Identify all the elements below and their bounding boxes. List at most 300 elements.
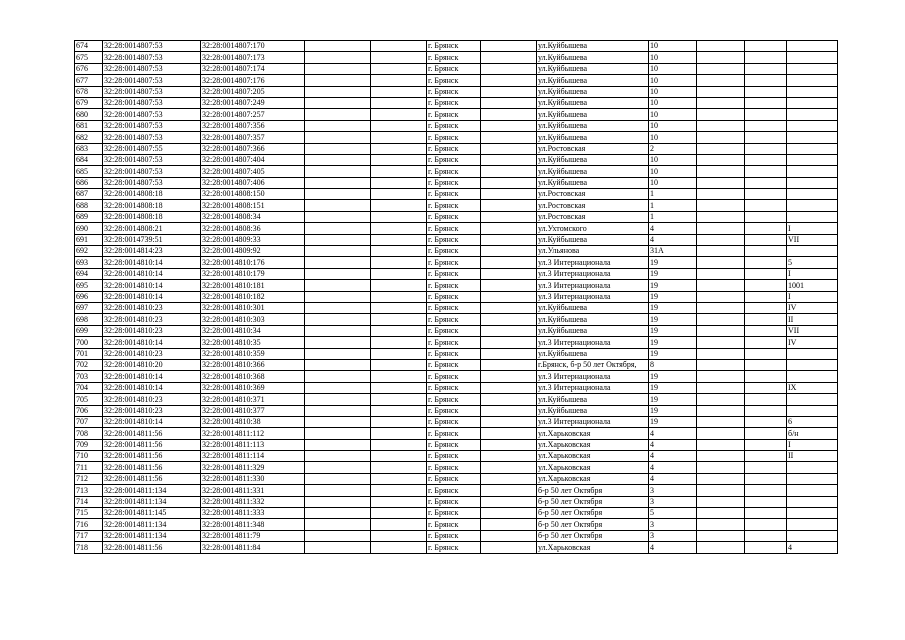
cell-empty-col-d xyxy=(697,86,745,97)
cell-empty-col-e xyxy=(745,394,787,405)
cell-empty-col-e xyxy=(745,200,787,211)
cell-empty-col-d xyxy=(697,280,745,291)
cell-row-number: 676 xyxy=(75,63,103,74)
cell-empty-col-d xyxy=(697,302,745,313)
cell-empty-col-c xyxy=(481,189,537,200)
cell-cadastral-number: 32:28:0014811:331 xyxy=(201,485,305,496)
cell-parent-cadastral-number: 32:28:0014810:23 xyxy=(103,325,201,336)
cell-cadastral-number: 32:28:0014807:366 xyxy=(201,143,305,154)
cell-empty-col-a xyxy=(305,246,371,257)
cell-cadastral-number: 32:28:0014808:34 xyxy=(201,211,305,222)
cell-city: г. Брянск xyxy=(427,120,481,131)
cell-empty-col-d xyxy=(697,75,745,86)
cell-premises-number xyxy=(787,496,838,507)
table-row xyxy=(75,348,838,359)
cell-parent-cadastral-number: 32:28:0014807:53 xyxy=(103,97,201,108)
cell-empty-col-b xyxy=(371,97,427,108)
cell-empty-col-e xyxy=(745,246,787,257)
table-row xyxy=(75,268,838,279)
cell-premises-number xyxy=(787,473,838,484)
cell-cadastral-number: 32:28:0014810:35 xyxy=(201,337,305,348)
cell-street: ул.3 Интернационала xyxy=(537,416,649,427)
cell-empty-col-d xyxy=(697,291,745,302)
cell-premises-number xyxy=(787,485,838,496)
cell-parent-cadastral-number: 32:28:0014810:14 xyxy=(103,291,201,302)
table-row xyxy=(75,52,838,63)
cell-empty-col-a xyxy=(305,223,371,234)
cell-city: г. Брянск xyxy=(427,428,481,439)
table-row xyxy=(75,211,838,222)
cell-empty-col-c xyxy=(481,348,537,359)
cell-empty-col-b xyxy=(371,394,427,405)
cell-cadastral-number: 32:28:0014811:332 xyxy=(201,496,305,507)
table-row xyxy=(75,508,838,519)
cell-street: ул.Куйбышева xyxy=(537,120,649,131)
cell-empty-col-e xyxy=(745,223,787,234)
cell-empty-col-d xyxy=(697,268,745,279)
cell-row-number: 716 xyxy=(75,519,103,530)
cadastral-table xyxy=(74,40,838,554)
table-row xyxy=(75,382,838,393)
cell-row-number: 686 xyxy=(75,177,103,188)
cell-parent-cadastral-number: 32:28:0014807:53 xyxy=(103,41,201,52)
cell-empty-col-c xyxy=(481,75,537,86)
cell-empty-col-b xyxy=(371,120,427,131)
cell-street: ул.Ульянова xyxy=(537,246,649,257)
cell-empty-col-b xyxy=(371,405,427,416)
cell-street: ул.Харьковская xyxy=(537,439,649,450)
cell-parent-cadastral-number: 32:28:0014808:18 xyxy=(103,211,201,222)
cell-empty-col-d xyxy=(697,143,745,154)
cell-row-number: 710 xyxy=(75,451,103,462)
cell-house-number: 10 xyxy=(649,109,697,120)
cell-empty-col-b xyxy=(371,154,427,165)
cell-parent-cadastral-number: 32:28:0014810:23 xyxy=(103,302,201,313)
table-row xyxy=(75,405,838,416)
table-row xyxy=(75,371,838,382)
cell-cadastral-number: 32:28:0014811:333 xyxy=(201,508,305,519)
cell-empty-col-a xyxy=(305,200,371,211)
cell-cadastral-number: 32:28:0014810:371 xyxy=(201,394,305,405)
cell-empty-col-c xyxy=(481,52,537,63)
cell-parent-cadastral-number: 32:28:0014811:56 xyxy=(103,451,201,462)
cell-empty-col-a xyxy=(305,337,371,348)
cell-empty-col-d xyxy=(697,485,745,496)
cell-house-number: 10 xyxy=(649,86,697,97)
cell-empty-col-c xyxy=(481,154,537,165)
cell-empty-col-a xyxy=(305,439,371,450)
cell-empty-col-a xyxy=(305,359,371,370)
table-row xyxy=(75,234,838,245)
cell-empty-col-c xyxy=(481,405,537,416)
cell-premises-number xyxy=(787,41,838,52)
cell-empty-col-d xyxy=(697,542,745,553)
cell-empty-col-e xyxy=(745,75,787,86)
cell-empty-col-a xyxy=(305,314,371,325)
cell-cadastral-number: 32:28:0014808:36 xyxy=(201,223,305,234)
cell-premises-number xyxy=(787,462,838,473)
cell-street: ул.Куйбышева xyxy=(537,41,649,52)
cell-empty-col-d xyxy=(697,97,745,108)
cell-empty-col-e xyxy=(745,97,787,108)
table-row xyxy=(75,325,838,336)
cell-empty-col-c xyxy=(481,132,537,143)
cell-parent-cadastral-number: 32:28:0014807:53 xyxy=(103,166,201,177)
cell-row-number: 708 xyxy=(75,428,103,439)
cell-parent-cadastral-number: 32:28:0014807:53 xyxy=(103,86,201,97)
cell-row-number: 715 xyxy=(75,508,103,519)
cell-empty-col-a xyxy=(305,462,371,473)
cell-street: ул.Куйбышева xyxy=(537,302,649,313)
cell-empty-col-c xyxy=(481,302,537,313)
cell-empty-col-c xyxy=(481,223,537,234)
cell-parent-cadastral-number: 32:28:0014810:23 xyxy=(103,405,201,416)
cell-cadastral-number: 32:28:0014810:301 xyxy=(201,302,305,313)
cell-premises-number: VII xyxy=(787,234,838,245)
cell-city: г. Брянск xyxy=(427,530,481,541)
cell-premises-number xyxy=(787,166,838,177)
cell-parent-cadastral-number: 32:28:0014814:23 xyxy=(103,246,201,257)
cell-empty-col-c xyxy=(481,371,537,382)
cell-empty-col-c xyxy=(481,473,537,484)
cell-empty-col-b xyxy=(371,325,427,336)
cell-premises-number xyxy=(787,52,838,63)
cell-empty-col-a xyxy=(305,177,371,188)
cell-empty-col-d xyxy=(697,325,745,336)
cell-empty-col-d xyxy=(697,166,745,177)
table-row xyxy=(75,143,838,154)
cell-cadastral-number: 32:28:0014811:84 xyxy=(201,542,305,553)
cell-empty-col-b xyxy=(371,382,427,393)
cell-parent-cadastral-number: 32:28:0014807:53 xyxy=(103,120,201,131)
cell-row-number: 688 xyxy=(75,200,103,211)
cell-street: ул.Куйбышева xyxy=(537,348,649,359)
cell-row-number: 683 xyxy=(75,143,103,154)
cell-house-number: 10 xyxy=(649,154,697,165)
cell-premises-number: IV xyxy=(787,337,838,348)
cell-empty-col-e xyxy=(745,485,787,496)
cell-city: г. Брянск xyxy=(427,371,481,382)
cell-city: г. Брянск xyxy=(427,325,481,336)
cell-house-number: 19 xyxy=(649,314,697,325)
cell-premises-number xyxy=(787,359,838,370)
cell-street: ул.Куйбышева xyxy=(537,394,649,405)
cell-street: б-р 50 лет Октября xyxy=(537,496,649,507)
cell-empty-col-b xyxy=(371,200,427,211)
cell-premises-number xyxy=(787,177,838,188)
cell-empty-col-c xyxy=(481,508,537,519)
cell-city: г. Брянск xyxy=(427,52,481,63)
cell-city: г. Брянск xyxy=(427,97,481,108)
cell-parent-cadastral-number: 32:28:0014810:23 xyxy=(103,394,201,405)
cell-empty-col-e xyxy=(745,519,787,530)
cell-row-number: 702 xyxy=(75,359,103,370)
cell-empty-col-c xyxy=(481,280,537,291)
cell-empty-col-a xyxy=(305,485,371,496)
cell-city: г. Брянск xyxy=(427,246,481,257)
cell-empty-col-d xyxy=(697,200,745,211)
cell-empty-col-e xyxy=(745,325,787,336)
cell-parent-cadastral-number: 32:28:0014808:18 xyxy=(103,189,201,200)
cell-empty-col-b xyxy=(371,542,427,553)
cell-empty-col-e xyxy=(745,211,787,222)
cell-premises-number xyxy=(787,211,838,222)
cell-cadastral-number: 32:28:0014810:368 xyxy=(201,371,305,382)
cell-empty-col-a xyxy=(305,120,371,131)
cell-street: ул.Ростовская xyxy=(537,200,649,211)
cell-parent-cadastral-number: 32:28:0014810:23 xyxy=(103,348,201,359)
cell-empty-col-d xyxy=(697,428,745,439)
cell-parent-cadastral-number: 32:28:0014810:14 xyxy=(103,371,201,382)
cell-street: ул.Куйбышева xyxy=(537,177,649,188)
cell-cadastral-number: 32:28:0014810:38 xyxy=(201,416,305,427)
cell-empty-col-d xyxy=(697,337,745,348)
cell-empty-col-a xyxy=(305,268,371,279)
cell-premises-number: VII xyxy=(787,325,838,336)
cell-parent-cadastral-number: 32:28:0014811:134 xyxy=(103,496,201,507)
cell-premises-number: I xyxy=(787,291,838,302)
cell-empty-col-e xyxy=(745,120,787,131)
table-row xyxy=(75,359,838,370)
cell-empty-col-e xyxy=(745,52,787,63)
cell-empty-col-d xyxy=(697,473,745,484)
table-row xyxy=(75,302,838,313)
cell-street: ул.Куйбышева xyxy=(537,154,649,165)
cell-cadastral-number: 32:28:0014807:357 xyxy=(201,132,305,143)
cell-cadastral-number: 32:28:0014807:356 xyxy=(201,120,305,131)
cell-empty-col-a xyxy=(305,86,371,97)
cell-house-number: 10 xyxy=(649,132,697,143)
cell-house-number: 4 xyxy=(649,439,697,450)
cell-house-number: 1 xyxy=(649,189,697,200)
table-row xyxy=(75,314,838,325)
cell-street: ул.Харьковская xyxy=(537,428,649,439)
cell-empty-col-e xyxy=(745,143,787,154)
cell-empty-col-d xyxy=(697,382,745,393)
cell-city: г. Брянск xyxy=(427,519,481,530)
cell-empty-col-a xyxy=(305,325,371,336)
cell-parent-cadastral-number: 32:28:0014807:53 xyxy=(103,132,201,143)
cell-row-number: 687 xyxy=(75,189,103,200)
cell-city: г. Брянск xyxy=(427,75,481,86)
cell-empty-col-c xyxy=(481,291,537,302)
cell-empty-col-c xyxy=(481,41,537,52)
cell-row-number: 713 xyxy=(75,485,103,496)
cell-empty-col-e xyxy=(745,280,787,291)
cell-house-number: 2 xyxy=(649,143,697,154)
cell-premises-number: I xyxy=(787,223,838,234)
cell-city: г. Брянск xyxy=(427,223,481,234)
cell-street: ул.Ростовская xyxy=(537,211,649,222)
cell-empty-col-b xyxy=(371,211,427,222)
cell-parent-cadastral-number: 32:28:0014807:53 xyxy=(103,109,201,120)
cell-row-number: 700 xyxy=(75,337,103,348)
cell-city: г. Брянск xyxy=(427,485,481,496)
cell-row-number: 682 xyxy=(75,132,103,143)
cell-empty-col-c xyxy=(481,177,537,188)
cell-empty-col-e xyxy=(745,405,787,416)
cell-house-number: 8 xyxy=(649,359,697,370)
cell-parent-cadastral-number: 32:28:0014810:20 xyxy=(103,359,201,370)
cell-street: ул.Куйбышева xyxy=(537,405,649,416)
cell-empty-col-e xyxy=(745,508,787,519)
cell-empty-col-b xyxy=(371,473,427,484)
cell-parent-cadastral-number: 32:28:0014739:51 xyxy=(103,234,201,245)
cell-empty-col-a xyxy=(305,530,371,541)
cell-empty-col-e xyxy=(745,473,787,484)
cell-empty-col-d xyxy=(697,371,745,382)
cell-empty-col-c xyxy=(481,257,537,268)
cell-empty-col-d xyxy=(697,246,745,257)
cell-cadastral-number: 32:28:0014810:176 xyxy=(201,257,305,268)
cell-empty-col-b xyxy=(371,63,427,74)
cell-house-number: 4 xyxy=(649,473,697,484)
cell-empty-col-a xyxy=(305,508,371,519)
cell-empty-col-d xyxy=(697,132,745,143)
cell-city: г. Брянск xyxy=(427,63,481,74)
table-row xyxy=(75,473,838,484)
cell-premises-number xyxy=(787,109,838,120)
cell-empty-col-e xyxy=(745,496,787,507)
cell-premises-number xyxy=(787,154,838,165)
cell-street: ул.3 Интернационала xyxy=(537,268,649,279)
cell-empty-col-e xyxy=(745,542,787,553)
cell-empty-col-a xyxy=(305,63,371,74)
cell-empty-col-b xyxy=(371,348,427,359)
cell-premises-number: II xyxy=(787,314,838,325)
cell-street: ул.Куйбышева xyxy=(537,52,649,63)
cell-premises-number: 4 xyxy=(787,542,838,553)
cell-parent-cadastral-number: 32:28:0014810:23 xyxy=(103,314,201,325)
cell-empty-col-c xyxy=(481,234,537,245)
table-row xyxy=(75,530,838,541)
cell-city: г. Брянск xyxy=(427,189,481,200)
cell-house-number: 19 xyxy=(649,325,697,336)
cell-house-number: 3 xyxy=(649,519,697,530)
cell-empty-col-b xyxy=(371,359,427,370)
cell-empty-col-d xyxy=(697,234,745,245)
cell-premises-number xyxy=(787,519,838,530)
cell-street: ул.3 Интернационала xyxy=(537,291,649,302)
cell-empty-col-b xyxy=(371,439,427,450)
cell-row-number: 699 xyxy=(75,325,103,336)
cell-premises-number: I xyxy=(787,439,838,450)
cell-city: г. Брянск xyxy=(427,143,481,154)
table-row xyxy=(75,542,838,553)
cell-premises-number xyxy=(787,143,838,154)
cell-empty-col-c xyxy=(481,63,537,74)
cell-premises-number: II xyxy=(787,451,838,462)
cell-empty-col-e xyxy=(745,154,787,165)
cell-cadastral-number: 32:28:0014810:377 xyxy=(201,405,305,416)
cell-cadastral-number: 32:28:0014807:205 xyxy=(201,86,305,97)
cell-empty-col-b xyxy=(371,485,427,496)
cell-empty-col-c xyxy=(481,451,537,462)
cell-empty-col-e xyxy=(745,337,787,348)
cell-cadastral-number: 32:28:0014811:330 xyxy=(201,473,305,484)
cell-house-number: 19 xyxy=(649,268,697,279)
cell-empty-col-d xyxy=(697,177,745,188)
cell-empty-col-c xyxy=(481,143,537,154)
cell-row-number: 717 xyxy=(75,530,103,541)
cell-house-number: 19 xyxy=(649,280,697,291)
cell-row-number: 677 xyxy=(75,75,103,86)
cell-house-number: 10 xyxy=(649,41,697,52)
cell-row-number: 691 xyxy=(75,234,103,245)
cell-street: б-р 50 лет Октября xyxy=(537,508,649,519)
cell-row-number: 681 xyxy=(75,120,103,131)
table-row xyxy=(75,41,838,52)
cell-empty-col-b xyxy=(371,41,427,52)
cell-empty-col-e xyxy=(745,291,787,302)
cell-city: г. Брянск xyxy=(427,302,481,313)
cell-cadastral-number: 32:28:0014810:303 xyxy=(201,314,305,325)
cell-premises-number xyxy=(787,86,838,97)
cell-street: г.Брянск, б-р 50 лет Октября, xyxy=(537,359,649,370)
cell-city: г. Брянск xyxy=(427,348,481,359)
cell-row-number: 675 xyxy=(75,52,103,63)
table-row xyxy=(75,257,838,268)
cell-cadastral-number: 32:28:0014807:405 xyxy=(201,166,305,177)
cell-row-number: 711 xyxy=(75,462,103,473)
cell-empty-col-d xyxy=(697,52,745,63)
cell-parent-cadastral-number: 32:28:0014807:53 xyxy=(103,154,201,165)
cell-parent-cadastral-number: 32:28:0014811:56 xyxy=(103,439,201,450)
cell-city: г. Брянск xyxy=(427,291,481,302)
cell-premises-number xyxy=(787,371,838,382)
cell-empty-col-a xyxy=(305,291,371,302)
cell-city: г. Брянск xyxy=(427,166,481,177)
cell-row-number: 692 xyxy=(75,246,103,257)
cell-empty-col-d xyxy=(697,41,745,52)
table-row xyxy=(75,166,838,177)
cell-empty-col-c xyxy=(481,519,537,530)
cell-empty-col-d xyxy=(697,496,745,507)
cell-empty-col-a xyxy=(305,41,371,52)
cell-empty-col-a xyxy=(305,143,371,154)
cell-empty-col-c xyxy=(481,416,537,427)
cell-empty-col-c xyxy=(481,86,537,97)
cell-house-number: 4 xyxy=(649,451,697,462)
cell-premises-number xyxy=(787,508,838,519)
cell-empty-col-c xyxy=(481,382,537,393)
cell-row-number: 712 xyxy=(75,473,103,484)
cell-house-number: 1 xyxy=(649,211,697,222)
cell-empty-col-e xyxy=(745,428,787,439)
cell-row-number: 695 xyxy=(75,280,103,291)
cell-empty-col-e xyxy=(745,451,787,462)
cell-empty-col-a xyxy=(305,405,371,416)
cell-empty-col-a xyxy=(305,542,371,553)
cell-empty-col-d xyxy=(697,63,745,74)
cell-empty-col-a xyxy=(305,302,371,313)
cell-street: ул.Куйбышева xyxy=(537,97,649,108)
cell-row-number: 693 xyxy=(75,257,103,268)
cell-cadastral-number: 32:28:0014811:114 xyxy=(201,451,305,462)
cell-row-number: 709 xyxy=(75,439,103,450)
cell-premises-number xyxy=(787,75,838,86)
cell-parent-cadastral-number: 32:28:0014807:53 xyxy=(103,177,201,188)
cell-street: ул.Куйбышева xyxy=(537,325,649,336)
cell-cadastral-number: 32:28:0014811:348 xyxy=(201,519,305,530)
cell-city: г. Брянск xyxy=(427,382,481,393)
cell-empty-col-e xyxy=(745,371,787,382)
cell-empty-col-e xyxy=(745,109,787,120)
cell-empty-col-c xyxy=(481,120,537,131)
cell-house-number: 4 xyxy=(649,462,697,473)
cell-city: г. Брянск xyxy=(427,280,481,291)
cell-city: г. Брянск xyxy=(427,359,481,370)
